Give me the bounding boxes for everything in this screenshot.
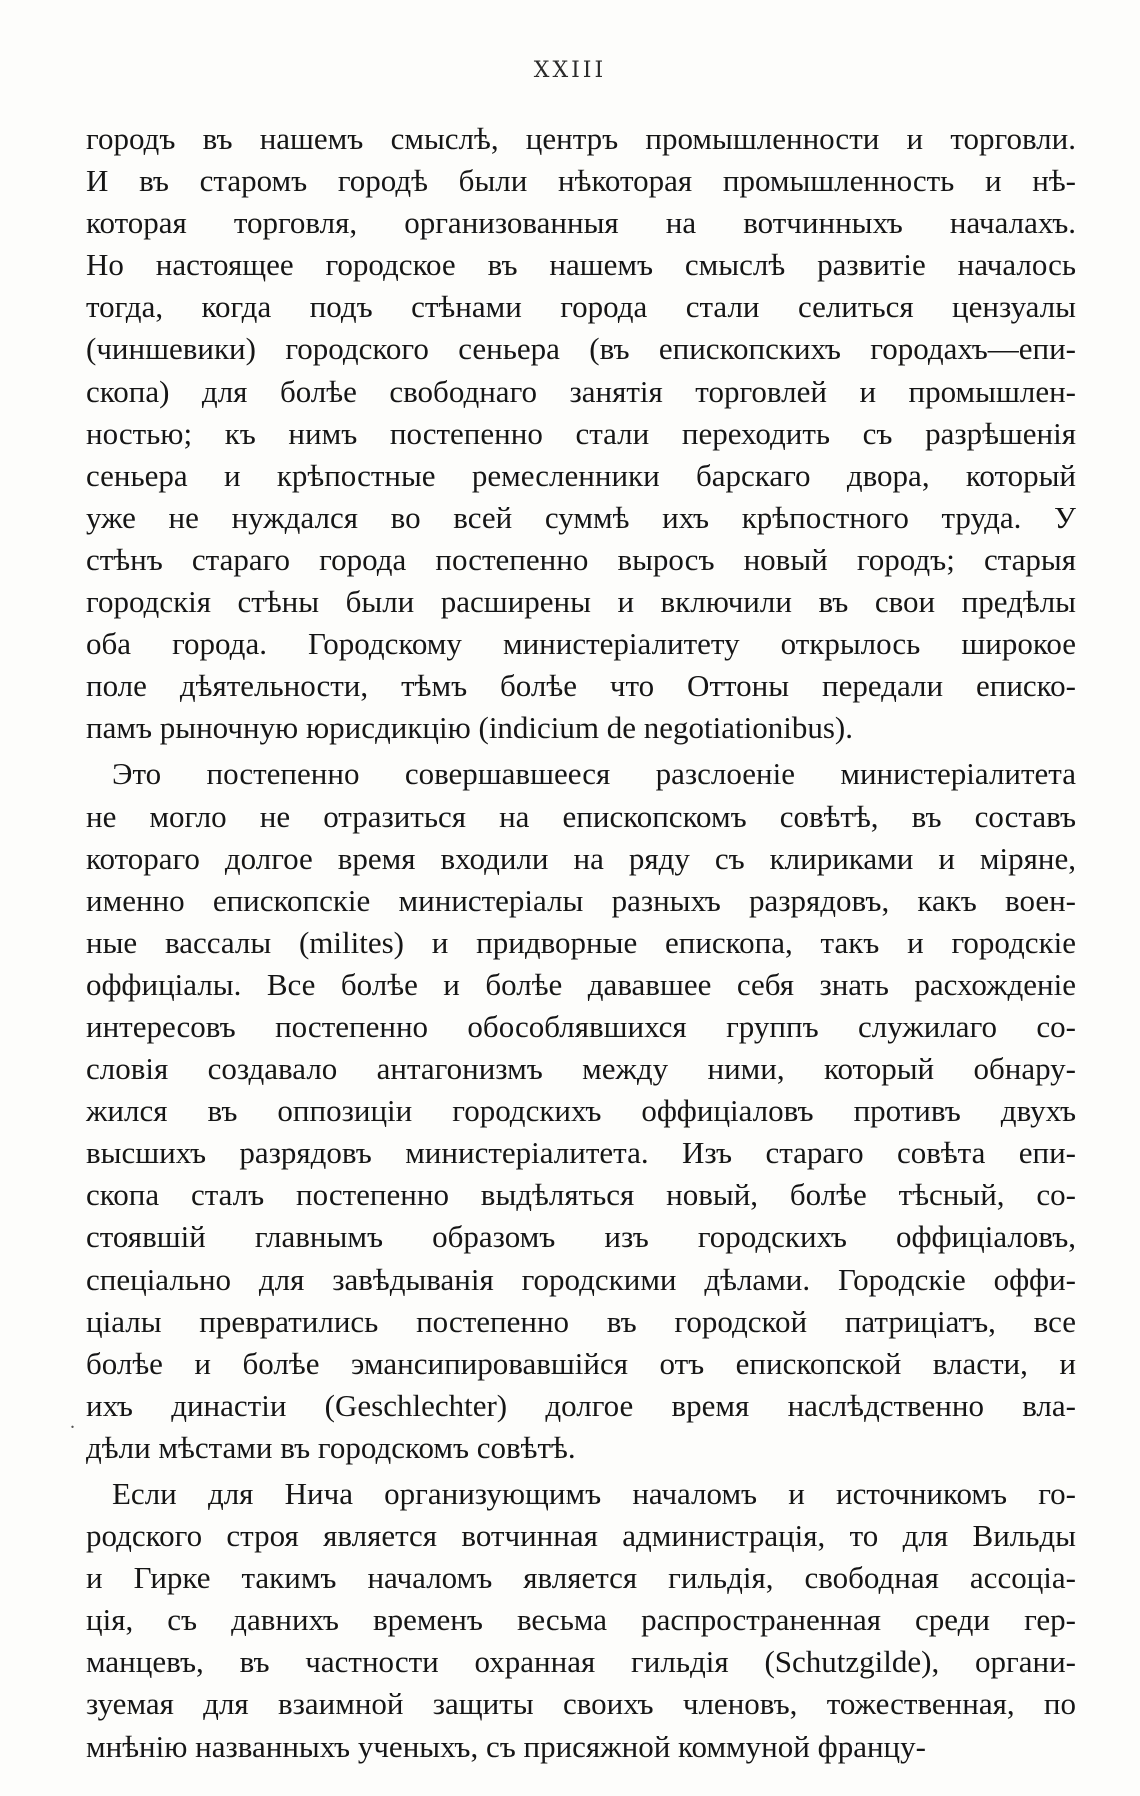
text-line: памъ рыночную юрисдикцію (indicium de negotiationibus). — [86, 710, 854, 746]
text-line: не могло не отразиться на епископскомъ совѣтѣ, въ составъ — [86, 798, 1076, 834]
text-line: сеньера и крѣпостные ремесленники барскаго двора, который — [86, 457, 1076, 493]
text-line: которая торговля, организованныя на вотчинныхъ началахъ. — [86, 205, 1076, 241]
text-line: стѣнъ стараго города постепенно выросъ новый городъ; старыя — [86, 541, 1076, 577]
text-line: стоявшій главнымъ образомъ изъ городскихъ оффиціаловъ, — [86, 1219, 1076, 1255]
text-line: ностью; къ нимъ постепенно стали переходить съ разрѣшенія — [86, 415, 1076, 451]
text-line: именно епископскіе министеріалы разныхъ разрядовъ, какъ воен- — [86, 882, 1076, 918]
page-number: XXIII — [533, 58, 607, 83]
text-line: Но настоящее городское въ нашемъ смыслѣ развитіе началось — [86, 247, 1076, 283]
paragraph — [86, 1473, 1076, 1768]
text-line: мнѣнію названныхъ ученыхъ, съ присяжной коммуной францу- — [86, 1728, 926, 1764]
text-line: поле дѣятельности, тѣмъ болѣе что Оттоны передали еписко- — [86, 668, 1076, 704]
text-line: зуемая для взаимной защиты своихъ членовъ, тожественная, по — [86, 1686, 1076, 1722]
text-line: родского строя является вотчинная администрація, то для Вильды — [86, 1518, 1076, 1554]
text-line: ихъ династіи (Geschlechter) долгое время наслѣдственно вла- — [86, 1387, 1076, 1423]
text-line: ція, съ давнихъ временъ весьма распространенная среди гер- — [86, 1602, 1076, 1638]
text-line: тогда, когда подъ стѣнами города стали селиться цензуалы — [86, 289, 1076, 325]
text-line: городскія стѣны были расширены и включили въ свои предѣлы — [86, 584, 1076, 620]
text-line: котораго долгое время входили на ряду съ клириками и міряне, — [86, 840, 1076, 876]
text-line: словія создавало антагонизмъ между ними, который обнару- — [86, 1051, 1076, 1087]
text-line: манцевъ, въ частности охранная гильдія (Schutzgilde), органи- — [86, 1644, 1076, 1680]
text-line: болѣе и болѣе эмансипировавшійся отъ епископской власти, и — [86, 1345, 1076, 1381]
text-line: городъ въ нашемъ смыслѣ, центръ промышленности и торговли. — [86, 121, 1076, 156]
text-line: высшихъ разрядовъ министеріалитета. Изъ стараго совѣта епи- — [86, 1135, 1076, 1171]
text-line: скопа сталъ постепенно выдѣляться новый, болѣе тѣсный, со- — [86, 1177, 1076, 1213]
text-line: ціалы превратились постепенно въ городской патриціатъ, все — [86, 1303, 1076, 1339]
text-line: жился въ оппозиціи городскихъ оффиціаловъ противъ двухъ — [86, 1093, 1076, 1129]
text-line: И въ старомъ городѣ были нѣкоторая промышленность и нѣ- — [86, 163, 1076, 199]
text-line: интересовъ постепенно обособлявшихся группъ служилаго со- — [86, 1008, 1076, 1044]
text-line: оба города. Городскому министеріалитету открылось широкое — [86, 626, 1076, 662]
paragraph — [86, 118, 1076, 749]
margin-mark: . — [70, 1411, 75, 1433]
text-line: оффиціалы. Все болѣе и болѣе дававшее себя знать расхожденіе — [86, 966, 1076, 1002]
text-line: скопа) для болѣе свободнаго занятія торговлей и промышлен- — [86, 373, 1076, 409]
text-line: дѣли мѣстами въ городскомъ совѣтѣ. — [86, 1429, 576, 1465]
text-line: (чиншевики) городского сеньера (въ епископскихъ городахъ—епи- — [86, 331, 1076, 367]
text-line: Если для Нича организующимъ началомъ и источникомъ го- — [112, 1476, 1076, 1511]
text-block — [86, 118, 1076, 1768]
paragraph — [86, 753, 1076, 1469]
text-line: Это постепенно совершавшееся разслоеніе министеріалитета — [112, 756, 1076, 792]
text-line: спеціально для завѣдыванія городскими дѣлами. Городскіе оффи- — [86, 1261, 1076, 1297]
text-line: ные вассалы (milites) и придворные епископа, такъ и городскіе — [86, 924, 1076, 960]
text-line: уже не нуждался во всей суммѣ ихъ крѣпостного труда. У — [86, 499, 1076, 535]
text-line: и Гирке такимъ началомъ является гильдія, свободная ассоціа- — [86, 1560, 1076, 1596]
